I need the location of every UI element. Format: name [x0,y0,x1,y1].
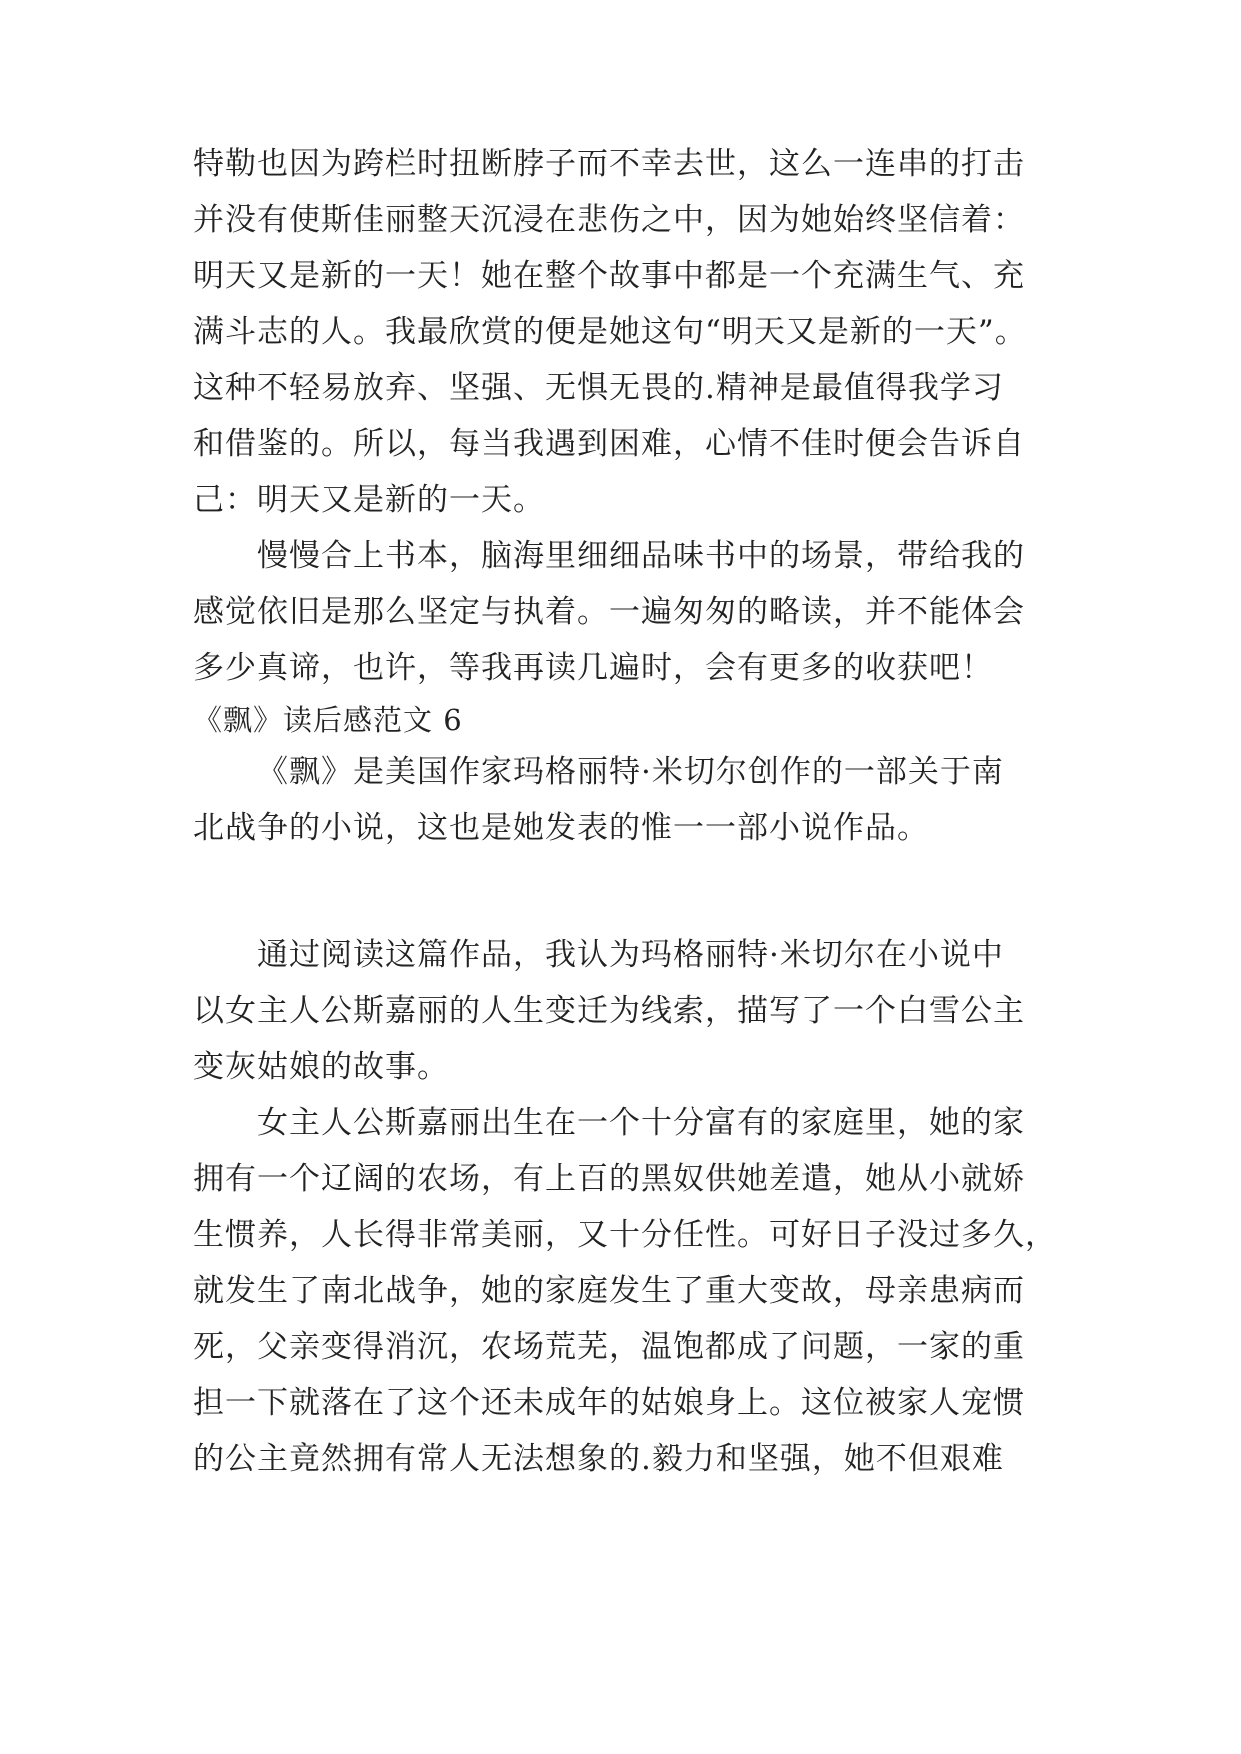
text-line: 的公主竟然拥有常人无法想象的.毅力和坚强，她不但艰难 [193,1441,1004,1477]
text-line: 感觉依旧是那么坚定与执着。一遍匆匆的略读，并不能体会 [193,594,1025,630]
text-line: 就发生了南北战争，她的家庭发生了重大变故，母亲患病而 [193,1273,1025,1309]
text-line: 并没有使斯佳丽整天沉浸在悲伤之中，因为她始终坚信着： [193,202,1025,238]
text-line: 多少真谛，也许，等我再读几遍时，会有更多的收获吧！ [193,650,993,686]
text-line: 明天又是新的一天！她在整个故事中都是一个充满生气、充 [193,258,1025,294]
text-line: 这种不轻易放弃、坚强、无惧无畏的.精神是最值得我学习 [193,370,1004,406]
text-line: 己：明天又是新的一天。 [193,482,545,518]
text-line: 和借鉴的。所以，每当我遇到困难，心情不佳时便会告诉自 [193,426,1025,462]
text-line: 拥有一个辽阔的农场，有上百的黑奴供她差遣，她从小就娇 [193,1161,1025,1197]
text-line: 以女主人公斯嘉丽的人生变迁为线索，描写了一个白雪公主 [193,993,1025,1029]
text-line: 《飘》是美国作家玛格丽特·米切尔创作的一部关于南 [257,754,1004,790]
text-line: 女主人公斯嘉丽出生在一个十分富有的家庭里，她的家 [257,1105,1025,1141]
text-line: 生惯养，人长得非常美丽，又十分任性。可好日子没过多久， [193,1217,1057,1253]
text-line: 死，父亲变得消沉，农场荒芜，温饱都成了问题，一家的重 [193,1329,1025,1365]
text-line: 变灰姑娘的故事。 [193,1049,449,1085]
text-line: 满斗志的人。我最欣赏的便是她这句“明天又是新的一天”。 [193,314,1027,350]
text-line: 担一下就落在了这个还未成年的姑娘身上。这位被家人宠惯 [193,1385,1025,1421]
text-line: 通过阅读这篇作品，我认为玛格丽特·米切尔在小说中 [257,937,1004,973]
text-line: 慢慢合上书本，脑海里细细品味书中的场景，带给我的 [257,538,1025,574]
section-heading: 《飘》读后感范文 6 [193,703,463,737]
text-line: 北战争的小说，这也是她发表的惟一一部小说作品。 [193,810,929,846]
text-line: 特勒也因为跨栏时扭断脖子而不幸去世，这么一连串的打击 [193,146,1025,182]
